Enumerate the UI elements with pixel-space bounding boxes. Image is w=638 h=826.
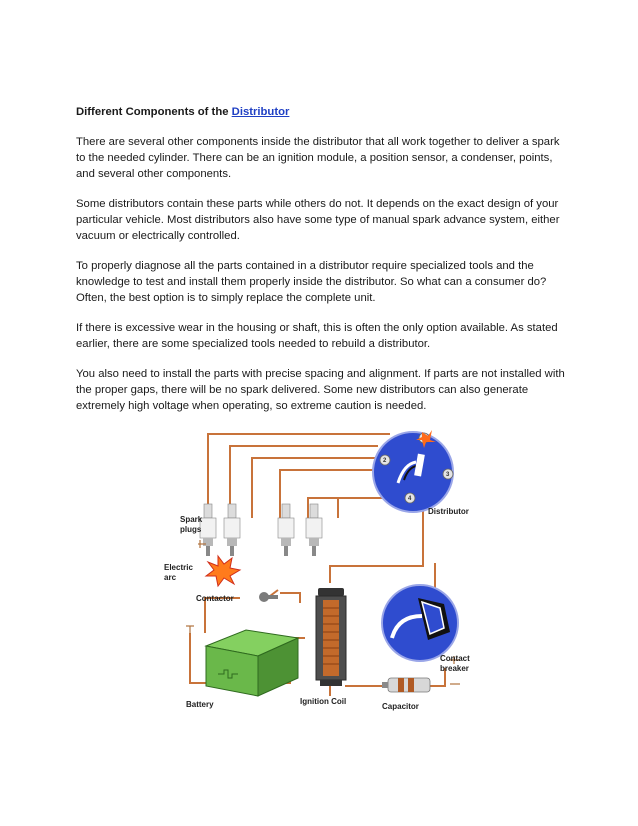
paragraph-2: Some distributors contain these parts while others do not. It depends on the exact design of your particular vehicle. Most distributors also have some type of manual spark advance system, either vacuum or electrically controlled. <box>76 198 560 242</box>
capacitor <box>382 678 430 692</box>
paragraph-4: If there is excessive wear in the housing or shaft, this is often the only option available. As stated earlier, there are some specialized tools needed to rebuild a distributor. <box>76 322 558 350</box>
section-heading <box>76 104 568 120</box>
label-electric-arc-1: Electric <box>164 563 193 572</box>
heading-text: Different Components of the <box>76 106 232 118</box>
label-electric-arc-2: arc <box>164 573 177 582</box>
distributor-number-3: 3 <box>446 472 450 478</box>
label-battery: Battery <box>186 700 214 709</box>
contact-breaker-disc <box>382 585 458 661</box>
label-ignition-coil: Ignition Coil <box>300 697 347 706</box>
distributor-disc <box>373 430 453 512</box>
diagram-svg <box>160 428 480 718</box>
battery <box>206 630 298 696</box>
ignition-system-diagram <box>160 428 480 718</box>
label-spark-plugs-1: Spark <box>180 515 203 524</box>
spark-plugs <box>200 504 322 556</box>
paragraph-5: You also need to install the parts with precise spacing and alignment. If parts are not installed with the proper gaps, there will be no spark delivered. Some new distributors can also generate extremely high voltage when operating, so extreme caution is needed. <box>76 368 565 412</box>
label-capacitor: Capacitor <box>382 702 419 711</box>
ignition-coil <box>316 588 346 686</box>
distributor-link[interactable]: Distributor <box>231 106 290 118</box>
paragraph-3: To properly diagnose all the parts contained in a distributor require specialized tools and the knowledge to test and install them properly inside the distributor. So what can a consumer do? Often, the best option is to simply replace the complete unit. <box>76 260 547 304</box>
label-spark-plugs-2: plugs <box>180 525 202 534</box>
label-contactor: Contactor <box>196 594 234 603</box>
label-contact-breaker-1: Contact <box>440 654 470 663</box>
label-distributor: Distributor <box>428 507 469 516</box>
label-contact-breaker-2: breaker <box>440 664 469 673</box>
distributor-number-4: 4 <box>408 496 412 502</box>
paragraph-1: There are several other components inside the distributor that all work together to deliver a spark to the needed cylinder. There can be an ignition module, a position sensor, a condenser, points, and several other components. <box>76 136 560 180</box>
contactor-key <box>259 592 278 602</box>
distributor-number-2: 2 <box>383 458 387 464</box>
article-body <box>76 104 568 428</box>
electric-arc-burst <box>206 556 240 586</box>
